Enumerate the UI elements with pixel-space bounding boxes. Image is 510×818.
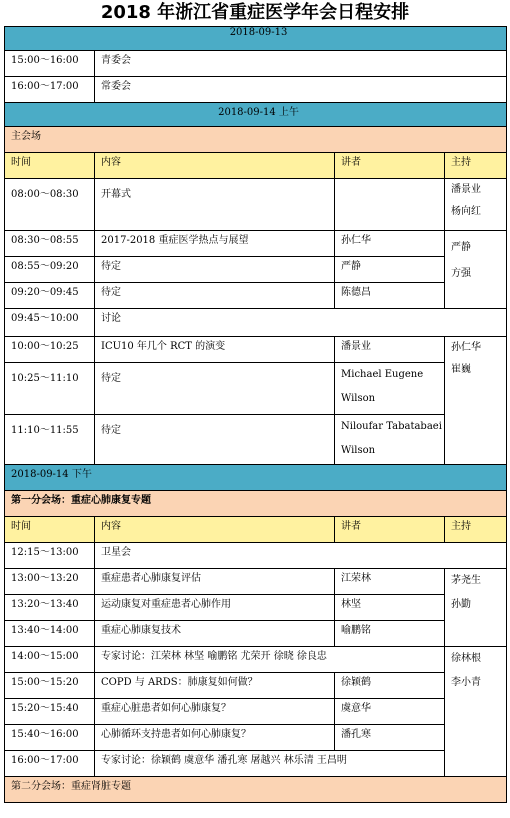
host-name: 徐林根 bbox=[451, 653, 481, 664]
table-row bbox=[5, 699, 507, 725]
table-row bbox=[5, 257, 507, 283]
speaker-cell: 严静 bbox=[335, 257, 445, 283]
speaker-cell: 徐颖鹤 bbox=[335, 673, 445, 699]
header-row bbox=[5, 517, 507, 543]
content-cell: 心肺循环支持患者如何心肺康复？ bbox=[95, 725, 335, 751]
host-name: 崔巍 bbox=[451, 364, 471, 375]
time-cell: 14:00～15:00 bbox=[5, 647, 95, 673]
header-time: 时间 bbox=[5, 153, 95, 179]
time-cell: 12:15～13:00 bbox=[5, 543, 95, 569]
time-cell: 16:00～17:00 bbox=[5, 77, 95, 103]
host-name: 严静 bbox=[451, 242, 471, 253]
content-cell: 待定 bbox=[95, 415, 335, 465]
host-name: 杨向红 bbox=[451, 206, 481, 217]
header-time: 时间 bbox=[5, 517, 95, 543]
time-cell: 15:40～16:00 bbox=[5, 725, 95, 751]
time-cell: 15:00～15:20 bbox=[5, 673, 95, 699]
host-name: 孙勤 bbox=[451, 599, 471, 610]
time-cell: 15:00～16:00 bbox=[5, 51, 95, 77]
time-cell: 08:30～08:55 bbox=[5, 231, 95, 257]
time-cell: 08:00～08:30 bbox=[5, 179, 95, 231]
time-cell: 13:00～13:20 bbox=[5, 569, 95, 595]
speaker-cell bbox=[335, 179, 445, 231]
table-row bbox=[5, 621, 507, 647]
header-speaker: 讲者 bbox=[335, 517, 445, 543]
content-cell: COPD 与 ARDS：肺康复如何做？ bbox=[95, 673, 335, 699]
schedule-table bbox=[4, 26, 507, 803]
venue-label: 第一分会场：重症心肺康复专题 bbox=[5, 491, 507, 517]
time-cell: 09:45～10:00 bbox=[5, 309, 95, 337]
content-cell: 专家讨论：江荣林 林坚 喻鹏铭 尤荣开 徐晓 徐良忠 bbox=[95, 647, 445, 673]
content-cell: 专家讨论：徐颖鹤 虞意华 潘孔寒 屠越兴 林乐清 王昌明 bbox=[95, 751, 445, 777]
content-cell: 待定 bbox=[95, 283, 335, 309]
speaker-cell: 孙仁华 bbox=[335, 231, 445, 257]
venue-label: 主会场 bbox=[5, 127, 507, 153]
page-title: 2018 年浙江省重症医学年会日程安排 bbox=[100, 2, 410, 23]
host-name: 茅尧生 bbox=[451, 575, 481, 586]
time-cell: 10:00～10:25 bbox=[5, 337, 95, 363]
table-row bbox=[5, 595, 507, 621]
date-band-label: 2018-09-14 上午 bbox=[5, 103, 507, 127]
time-cell: 11:10～11:55 bbox=[5, 415, 95, 465]
content-cell: 待定 bbox=[95, 363, 335, 415]
header-content: 内容 bbox=[95, 517, 335, 543]
host-name: 孙仁华 bbox=[451, 342, 481, 353]
time-cell: 13:20～13:40 bbox=[5, 595, 95, 621]
speaker-cell: 林坚 bbox=[335, 595, 445, 621]
time-cell: 13:40～14:00 bbox=[5, 621, 95, 647]
date-band-label: 2018-09-13 bbox=[5, 27, 507, 51]
venue-row bbox=[5, 491, 507, 517]
content-cell: 开幕式 bbox=[95, 179, 335, 231]
table-row bbox=[5, 569, 507, 595]
date-band-0914-pm bbox=[5, 465, 507, 491]
time-cell: 10:25～11:10 bbox=[5, 363, 95, 415]
header-speaker: 讲者 bbox=[335, 153, 445, 179]
content-cell: 卫星会 bbox=[95, 543, 507, 569]
host-cell bbox=[445, 569, 507, 647]
content-cell: 重症患者心肺康复评估 bbox=[95, 569, 335, 595]
host-cell bbox=[445, 231, 507, 309]
date-band-0913 bbox=[5, 27, 507, 51]
speaker-cell: 喻鹏铭 bbox=[335, 621, 445, 647]
host-name: 潘景业 bbox=[451, 184, 481, 195]
time-cell: 08:55～09:20 bbox=[5, 257, 95, 283]
table-row bbox=[5, 543, 507, 569]
speaker-name: Michael Eugene bbox=[341, 369, 424, 380]
table-row bbox=[5, 725, 507, 751]
date-band-0914-am bbox=[5, 103, 507, 127]
venue-row bbox=[5, 127, 507, 153]
table-row bbox=[5, 647, 507, 673]
speaker-name: Niloufar Tabatabaei bbox=[341, 421, 442, 432]
table-row bbox=[5, 283, 507, 309]
header-content: 内容 bbox=[95, 153, 335, 179]
time-cell: 15:20～15:40 bbox=[5, 699, 95, 725]
table-row bbox=[5, 337, 507, 363]
content-cell: ICU10 年几个 RCT 的演变 bbox=[95, 337, 335, 363]
speaker-cell: 潘景业 bbox=[335, 337, 445, 363]
table-row bbox=[5, 751, 507, 777]
content-cell: 常委会 bbox=[95, 77, 507, 103]
content-cell: 青委会 bbox=[95, 51, 507, 77]
header-host: 主持 bbox=[445, 517, 507, 543]
host-cell bbox=[445, 647, 507, 777]
table-row bbox=[5, 231, 507, 257]
table-row bbox=[5, 77, 507, 103]
speaker-cell bbox=[335, 363, 445, 415]
content-cell: 重症心脏患者如何心肺康复？ bbox=[95, 699, 335, 725]
table-row bbox=[5, 415, 507, 465]
host-name: 李小青 bbox=[451, 677, 481, 688]
date-band-label: 2018-09-14 下午 bbox=[5, 465, 507, 491]
host-name: 方强 bbox=[451, 268, 471, 279]
time-cell: 16:00～17:00 bbox=[5, 751, 95, 777]
host-cell bbox=[445, 337, 507, 465]
speaker-cell: 江荣林 bbox=[335, 569, 445, 595]
venue-row bbox=[5, 777, 507, 803]
host-cell bbox=[445, 179, 507, 231]
time-cell: 09:20～09:45 bbox=[5, 283, 95, 309]
speaker-name: Wilson bbox=[341, 445, 376, 456]
header-host: 主持 bbox=[445, 153, 507, 179]
speaker-cell bbox=[335, 415, 445, 465]
table-row bbox=[5, 363, 507, 415]
header-row bbox=[5, 153, 507, 179]
content-cell: 待定 bbox=[95, 257, 335, 283]
table-row bbox=[5, 673, 507, 699]
speaker-cell: 陈德昌 bbox=[335, 283, 445, 309]
table-row bbox=[5, 309, 507, 337]
table-row bbox=[5, 51, 507, 77]
venue-label: 第二分会场：重症肾脏专题 bbox=[5, 777, 507, 803]
speaker-cell: 潘孔寒 bbox=[335, 725, 445, 751]
table-row bbox=[5, 179, 507, 231]
content-cell: 2017-2018 重症医学热点与展望 bbox=[95, 231, 335, 257]
speaker-cell: 虞意华 bbox=[335, 699, 445, 725]
content-cell: 讨论 bbox=[95, 309, 507, 337]
speaker-name: Wilson bbox=[341, 393, 376, 404]
content-cell: 重症心肺康复技术 bbox=[95, 621, 335, 647]
content-cell: 运动康复对重症患者心肺作用 bbox=[95, 595, 335, 621]
